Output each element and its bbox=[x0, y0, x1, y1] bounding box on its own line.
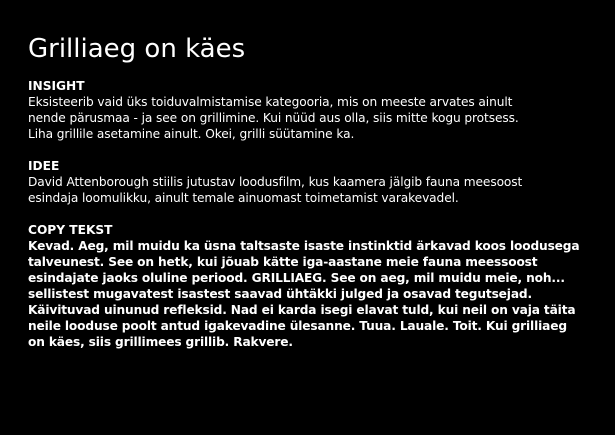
text-line: Eksisteerib vaid üks toiduvalmistamise kategooria, mis on meeste arvates ainult bbox=[28, 95, 513, 109]
idee-text bbox=[28, 174, 608, 206]
copy-text-body bbox=[28, 238, 608, 350]
idee-label: IDEE bbox=[28, 159, 60, 173]
text-line: Kevad. Aeg, mil muidu ka üsna taltsaste isaste instinktid ärkavad koos loodusega bbox=[28, 239, 580, 253]
section-spacer bbox=[28, 142, 608, 158]
text-line: talveunest. See on hetk, kui jõuab kätte iga-aastane meie fauna meessoost bbox=[28, 255, 538, 269]
insight-section bbox=[28, 78, 608, 142]
insight-label: INSIGHT bbox=[28, 79, 85, 93]
insight-text bbox=[28, 94, 608, 142]
text-line: nende pärusmaa - ja see on grillimine. Kui nüüd aus olla, siis mitte kogu protsess. bbox=[28, 111, 519, 125]
text-line: Liha grillile asetamine ainult. Okei, grilli süütamine ka. bbox=[28, 127, 355, 141]
section-spacer bbox=[28, 206, 608, 222]
text-line: Käivituvad uinunud refleksid. Nad ei karda isegi elavat tuld, kui neil on vaja täita bbox=[28, 303, 576, 317]
text-line: esindajate jaoks oluline periood. GRILLIAEG. See on aeg, mil muidu meie, noh... bbox=[28, 271, 565, 285]
copy-text-section bbox=[28, 222, 608, 350]
text-line: esindaja loomulikku, ainult temale ainuomast toimetamist varakevadel. bbox=[28, 191, 459, 205]
idee-section bbox=[28, 158, 608, 206]
document-page bbox=[28, 32, 608, 350]
copy-text-label: COPY TEKST bbox=[28, 223, 113, 237]
text-line: neile looduse poolt antud igakevadine ülesanne. Tuua. Lauale. Toit. Kui grilliaeg bbox=[28, 319, 567, 333]
text-line: on käes, siis grillimees grillib. Rakvere. bbox=[28, 335, 293, 349]
text-line: sellistest mugavatest isastest saavad ühtäkki julged ja osavad tegutsejad. bbox=[28, 287, 532, 301]
page-title: Grilliaeg on käes bbox=[28, 34, 246, 64]
text-line: David Attenborough stiilis jutustav loodusfilm, kus kaamera jälgib fauna meesoost bbox=[28, 175, 523, 189]
